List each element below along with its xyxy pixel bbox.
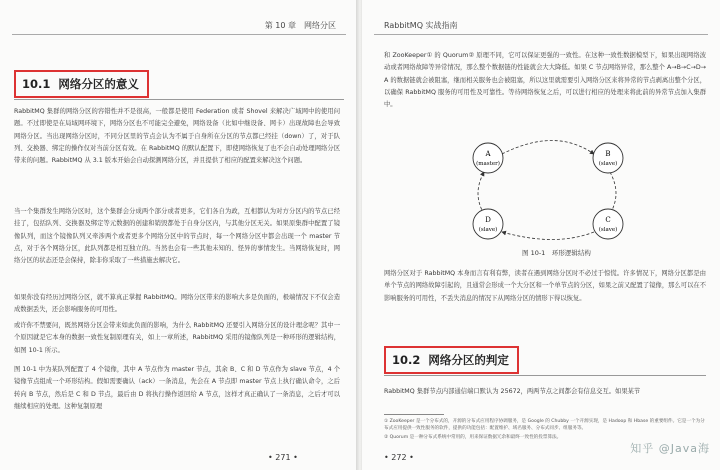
paragraph: 和 ZooKeeper① 的 Quorum② 原理不同，它可以保证更强的一致性。在这种一致性数据模型下，如果出现网络波动或者网络故障等异常情况，那么整个数据链的性能就会大大降低。如果 C 节点网络异常，那么整个 A→B→C→D→A 的数据链就会被阻塞，继而相关服务也会被阻塞，所以这里就需要引入网络分区来将异常的节点剥离出整个分区，以确保 RabbitMQ 服务的可用性及可靠性。等待网络恢复之后，可以进行相应的处理来将此前的异常节点加入集群中。: [384, 52, 706, 109]
node-d: [473, 209, 503, 239]
section-heading-10-2: [384, 346, 519, 374]
svg-text:(slave): (slave): [598, 161, 618, 167]
svg-text:A: A: [485, 150, 491, 158]
svg-text:(master): (master): [476, 161, 500, 167]
watermark: 知乎 @Java海: [630, 442, 710, 455]
section-title-text: 网络分区的判定: [428, 353, 509, 367]
running-head: 第 10 章 网络分区: [264, 21, 336, 30]
section-underline: [384, 375, 706, 376]
svg-text:C: C: [605, 216, 611, 224]
running-head: RabbitMQ 实战指南: [384, 21, 458, 30]
section-title-text: 网络分区的意义: [58, 77, 139, 91]
paragraph: 当一个集群发生网络分区时，这个集群会分成两个部分或者更多，它们各自为政，互相都认为对方分区内的节点已经挂了，包括队列、交换器及绑定等元数据的创建和销毁都处于自身分区内，与其他分区无关。如果原集群中配置了镜像队列，而这个镜像队列又牵涉两个或者更多个网络分区中的节点时，每一个网络分区中都会出现一个 master 节点，对于各个网络分区，此队列都是相互独立的。当然也会有一些其他未知的、怪异的事情发生。当网络恢复时，网络分区的状态还是会保持，除非你采取了一些措施去解决它。: [14, 208, 340, 265]
footnote: ① ZooKeeper 是一个分布式的，开源的分布式应用程序协调服务，是 Google 的 Chubby 一个开源实现，是 Hadoop 和 Hbase 的重要组件。它是一个为分布式应用提供一致性服务的软件，提供的功能包括：配置维护、域名服务、分布式同步、组服务等。: [384, 419, 705, 431]
section-heading-10-1: [14, 70, 149, 98]
footnote-rule: [384, 414, 444, 415]
svg-text:(slave): (slave): [478, 227, 498, 233]
ring-arrow-a-b: [502, 141, 594, 155]
svg-text:(slave): (slave): [598, 227, 618, 233]
page-number: • 271 •: [268, 453, 298, 462]
right-page: [362, 0, 720, 470]
paragraph: 网络分区对于 RabbitMQ 本身而言有利有弊，读者在遇到网络分区时不必过于惊慌。许多情况下，网络分区都是由单个节点的网络故障引起的，且通常会形成一个大分区和一个单节点的分区，如果之前又配置了镜像，那么可以在不影响服务的可用性，不丢失消息的情况下从网络分区的情形下得以恢复。: [384, 270, 706, 302]
header-rule: [374, 34, 708, 35]
ring-arrow-d-a: [478, 172, 484, 214]
paragraph: RabbitMQ 集群节点内部通信端口默认为 25672，两两节点之间都会有信息交互。如果某节: [384, 388, 641, 395]
page-number: • 272 •: [384, 453, 414, 462]
section-number: 10.1: [22, 77, 51, 91]
svg-text:D: D: [485, 216, 491, 224]
ring-structure-diagram: [458, 132, 638, 242]
node-a: [473, 143, 503, 173]
left-page: [0, 0, 358, 470]
ring-arrow-c-d: [502, 232, 594, 240]
svg-text:B: B: [605, 150, 611, 158]
figure-caption: 图 10-1 环形逻辑结构: [522, 249, 591, 257]
ring-arrow-b-c: [610, 172, 616, 214]
paragraph: 或许你不禁要问，既然网络分区会带来如此负面的影响，为什么 RabbitMQ 还要引入网络分区的设计理念呢？其中一个原因就是它本身的数据一致性复制原理有关，如上一章所述，RabbitMQ 采用的镜像队列是一种环形的逻辑结构，如图 10-1 所示。: [14, 322, 340, 354]
node-c: [593, 209, 623, 239]
footnote: ② Quorum 是一种分布式系统中常用的，用来保证数据冗余和最终一致性的投票算法。: [384, 435, 562, 440]
paragraph: RabbitMQ 集群的网络分区的容错性并不是很高，一般都是使用 Federation 或者 Shovel 来解决广域网中的使用问题。不过即使是在局域网环境下，网络分区也不可能完全避免，网络设备（比如中继设备、网卡）出现故障也会导致网络分区。当出现网络分区时，不同分区里的节点会认为不属于自身所在分区的节点都已经挂（down）了，对于队列、交换器、绑定的操作仅对当前分区有效。在 RabbitMQ 的默认配置下，即使网络恢复了也不会自动处理网络分区带来的问题。RabbitMQ 从 3.1 版本开始会自动探测网络分区，并且提供了相应的配置来解决这个问题。: [14, 108, 340, 165]
node-b: [593, 143, 623, 173]
header-rule: [12, 34, 346, 35]
paragraph: 图 10-1 中为某队列配置了 4 个镜像，其中 A 节点作为 master 节点，其余 B、C 和 D 节点作为 slave 节点，4 个镜像节点组成一个环形结构。假如需要确认（ack）一条消息，先会在 A 节点即 master 节点上执行确认命令，之后转向 B 节点，然后是 C 和 D 节点，最后由 D 将执行操作返回给 A 节点，这样才真正确认了一条消息，之后才可以继续相应的处理。这种复制原理: [14, 366, 340, 410]
paragraph: 如果你没有经历过网络分区，就不算真正掌握 RabbitMQ。网络分区带来的影响大多是负面的，极端情况下不仅会造成数据丢失，还会影响服务的可用性。: [14, 294, 340, 314]
section-number: 10.2: [392, 353, 421, 367]
section-underline: [14, 99, 344, 100]
